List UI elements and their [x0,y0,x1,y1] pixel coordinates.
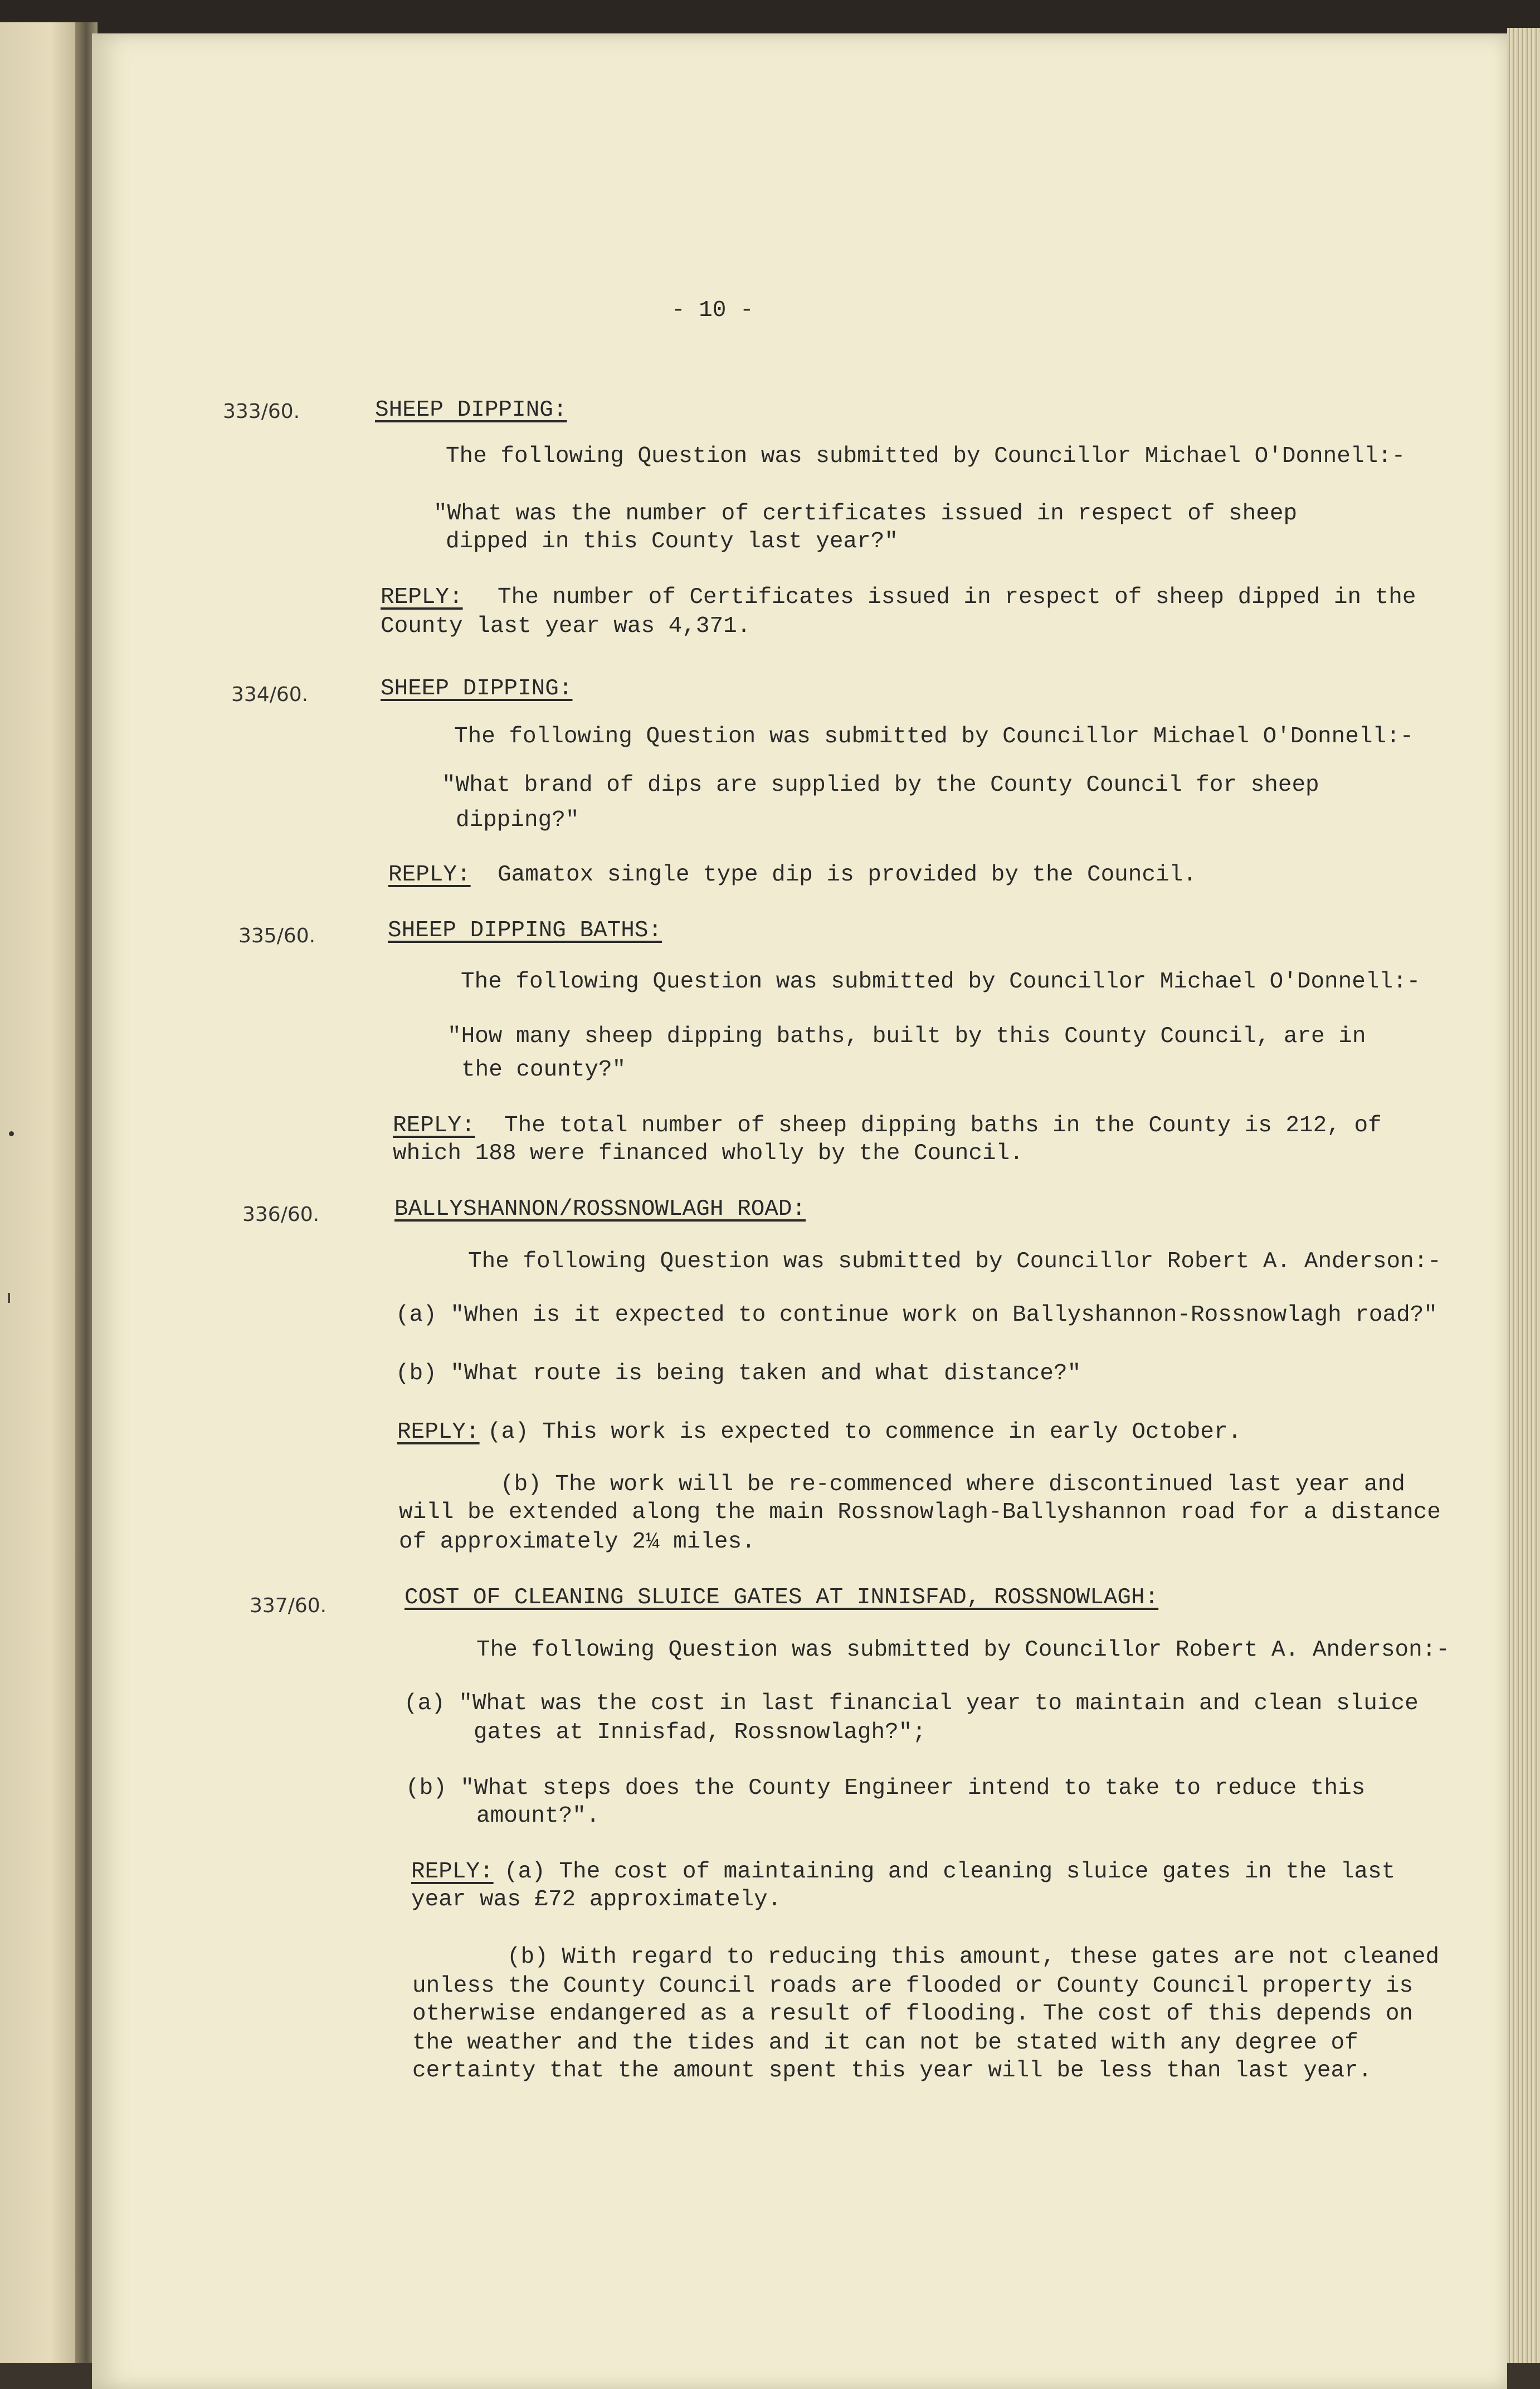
question-line: dipped in this County last year?" [446,529,898,554]
top-edge [0,0,1540,31]
reply-label: REPLY: [388,862,471,888]
item-ref: 335/60. [238,925,316,947]
reply-line: The total number of sheep dipping baths in the County is 212, of [504,1113,1382,1138]
page-number: - 10 - [671,298,754,323]
reply-a: (a) This work is expected to commence in early October. [488,1419,1242,1445]
reply-b-line: will be extended along the main Rossnowlagh-Ballyshannon road for a distance [399,1500,1441,1525]
item-intro: The following Question was submitted by Councillor Michael O'Donnell:- [446,444,1406,469]
question-b-line: amount?". [476,1803,600,1829]
reply-b-line: unless the County Council roads are flooded or County Council property is [412,1973,1414,1999]
question-line: the county?" [461,1057,626,1083]
item-intro: The following Question was submitted by Councillor Michael O'Donnell:- [461,969,1421,995]
reply-line: which 188 were financed wholly by the Council. [393,1141,1024,1166]
reply-line: Gamatox single type dip is provided by the Council. [498,862,1197,888]
item-ref: 333/60. [223,400,300,423]
reply-line: The number of Certificates issued in respect of sheep dipped in the [498,585,1416,610]
reply-line: County last year was 4,371. [381,614,751,639]
reply-a-line: year was £72 approximately. [411,1887,782,1913]
question-line: "How many sheep dipping baths, built by this County Council, are in [447,1024,1366,1049]
reply-b-line: (b) With regard to reducing this amount, these gates are not cleaned [507,1944,1440,1970]
item-ref: 336/60. [242,1203,320,1226]
item-heading: BALLYSHANNON/ROSSNOWLAGH ROAD: [394,1196,806,1222]
item-heading: SHEEP DIPPING BATHS: [388,918,662,943]
item-heading: SHEEP DIPPING: [375,397,567,423]
item-intro: The following Question was submitted by Councillor Michael O'Donnell:- [454,724,1414,750]
reply-label: REPLY: [411,1859,494,1885]
question-b-line: (b) "What steps does the County Engineer intend to take to reduce this [406,1775,1366,1801]
reply-b-line: of approximately 2¼ miles. [399,1529,756,1555]
page-stack-edge [1507,28,1540,2389]
question-line: dipping?" [456,807,579,833]
question-line: "What brand of dips are supplied by the County Council for sheep [442,772,1319,798]
question-a-line: (a) "What was the cost in last financial year to maintain and clean sluice [404,1691,1419,1716]
item-ref: 337/60. [250,1594,327,1617]
left-page-edge [0,22,84,2389]
reply-b-line: certainty that the amount spent this year will be less than last year. [412,2058,1372,2084]
item-intro: The following Question was submitted by Councillor Robert A. Anderson:- [476,1637,1450,1663]
reply-label: REPLY: [381,585,463,610]
margin-mark [8,1293,10,1303]
margin-mark [9,1131,14,1136]
question-b: (b) "What route is being taken and what distance?" [396,1361,1081,1386]
item-intro: The following Question was submitted by Councillor Robert A. Anderson:- [468,1249,1441,1274]
question-a-line: gates at Innisfad, Rossnowlagh?"; [474,1720,926,1745]
item-heading: SHEEP DIPPING: [381,676,573,702]
item-heading: COST OF CLEANING SLUICE GATES AT INNISFAD, ROSSNOWLAGH: [405,1585,1159,1610]
reply-label: REPLY: [393,1113,475,1138]
reply-label: REPLY: [397,1419,480,1445]
reply-b-line: (b) The work will be re-commenced where discontinued last year and [500,1472,1405,1497]
reply-b-line: otherwise endangered as a result of flooding. The cost of this depends on [412,2001,1414,2027]
item-ref: 334/60. [231,683,309,706]
question-a: (a) "When is it expected to continue work on Ballyshannon-Rossnowlagh road?" [396,1302,1437,1328]
reply-b-line: the weather and the tides and it can not be stated with any degree of [412,2030,1358,2056]
question-line: "What was the number of certificates issued in respect of sheep [433,501,1298,527]
reply-a-line: (a) The cost of maintaining and cleaning sluice gates in the last [504,1859,1396,1885]
